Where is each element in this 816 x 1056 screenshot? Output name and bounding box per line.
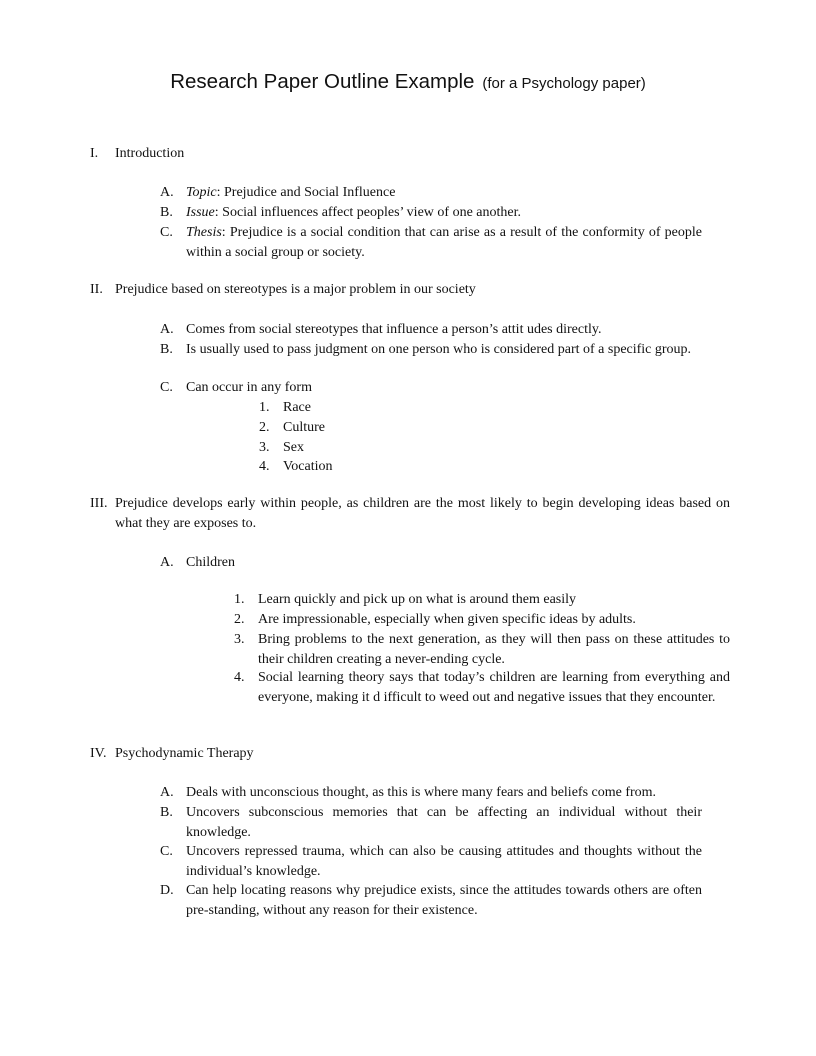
subitem-label: 3. [234, 632, 245, 647]
outline-subitem [234, 590, 730, 610]
item-label: A. [160, 555, 174, 570]
section-number: IV. [90, 746, 107, 761]
item-label: C. [160, 380, 173, 395]
subitem-label: 1. [234, 592, 245, 607]
item-text: Uncovers subconscious memories that can be affecting an individual without their knowledge. [186, 805, 702, 840]
item-text: Comes from social stereotypes that influence a person’s attit udes directly. [186, 322, 602, 337]
subitem-text: Race [283, 400, 311, 415]
subitem-label: 4. [259, 459, 270, 474]
outline-item [160, 340, 702, 360]
item-text: Can help locating reasons why prejudice exists, since the attitudes towards others are often pre-standing, without any reason for their existence. [186, 883, 702, 918]
section-heading: Prejudice based on stereotypes is a major problem in our society [115, 282, 476, 297]
subitem-label: 2. [234, 612, 245, 627]
outline-item [160, 842, 702, 881]
item-text: : Prejudice and Social Influence [216, 185, 396, 200]
section-number: III. [90, 496, 108, 511]
outline-subitem [234, 668, 730, 707]
item-lead: Issue [186, 205, 215, 220]
item-label: C. [160, 225, 173, 240]
outline-item [160, 320, 702, 340]
outline-subitem [259, 398, 483, 418]
subitem-label: 2. [259, 420, 270, 435]
outline-section-1 [90, 144, 730, 164]
outline-item [160, 553, 702, 573]
item-label: C. [160, 844, 173, 859]
item-text: : Prejudice is a social condition that can arise as a result of the conformity of people within a social group or society. [186, 225, 702, 260]
outline-subitem [259, 418, 483, 438]
item-text: Is usually used to pass judgment on one person who is considered part of a specific group. [186, 342, 692, 357]
section-heading: Prejudice develops early within people, as children are the most likely to begin developing ideas based on what they are exposes to. [115, 496, 730, 531]
outline-item [160, 378, 702, 398]
outline-subitem [259, 438, 483, 458]
item-text: Can occur in any form [186, 380, 312, 395]
outline-item [160, 223, 702, 262]
outline-section-4 [90, 744, 730, 764]
outline-item [160, 203, 702, 223]
item-label: A. [160, 322, 174, 337]
outline-subitem [259, 457, 483, 477]
item-label: A. [160, 185, 174, 200]
subitem-text: Culture [283, 420, 325, 435]
title-main: Research Paper Outline Example [170, 70, 475, 93]
section-number: I. [90, 146, 99, 161]
subitem-text: Vocation [283, 459, 333, 474]
section-heading: Psychodynamic Therapy [115, 746, 254, 761]
outline-subitem [234, 610, 730, 630]
subitem-text: Learn quickly and pick up on what is around them easily [258, 592, 577, 607]
item-text: : Social influences affect peoples’ view of one another. [214, 205, 521, 220]
item-label: D. [160, 883, 174, 898]
outline-item [160, 803, 702, 842]
item-label: B. [160, 805, 173, 820]
subitem-label: 4. [234, 670, 245, 685]
outline-section-2 [90, 280, 730, 300]
outline-item [160, 881, 702, 920]
item-label: B. [160, 342, 173, 357]
outline-item [160, 783, 702, 803]
section-heading: Introduction [115, 146, 185, 161]
subitem-text: Are impressionable, especially when given specific ideas by adults. [258, 612, 636, 627]
item-text: Deals with unconscious thought, as this is where many fears and beliefs come from. [186, 785, 657, 800]
subitem-text: Social learning theory says that today’s children are learning from everything and everyone, making it d ifficult to weed out and negative issues that they encounter. [258, 670, 730, 705]
outline-section-3 [90, 494, 730, 533]
subitem-label: 3. [259, 440, 270, 455]
outline-item [160, 183, 702, 203]
page-title [0, 70, 816, 94]
subitem-label: 1. [259, 400, 270, 415]
subitem-text: Sex [283, 440, 304, 455]
outline-subitem [234, 630, 730, 669]
section-number: II. [90, 282, 103, 297]
title-subtitle: (for a Psychology paper) [482, 75, 646, 92]
item-label: B. [160, 205, 173, 220]
subitem-text: Bring problems to the next generation, as they will then pass on these attitudes to their children creating a never-ending cycle. [258, 632, 730, 667]
item-text: Children [186, 555, 235, 570]
item-lead: Thesis [186, 225, 222, 240]
item-lead: Topic [186, 185, 217, 200]
item-label: A. [160, 785, 174, 800]
item-text: Uncovers repressed trauma, which can also be causing attitudes and thoughts without the individual’s knowledge. [186, 844, 702, 879]
